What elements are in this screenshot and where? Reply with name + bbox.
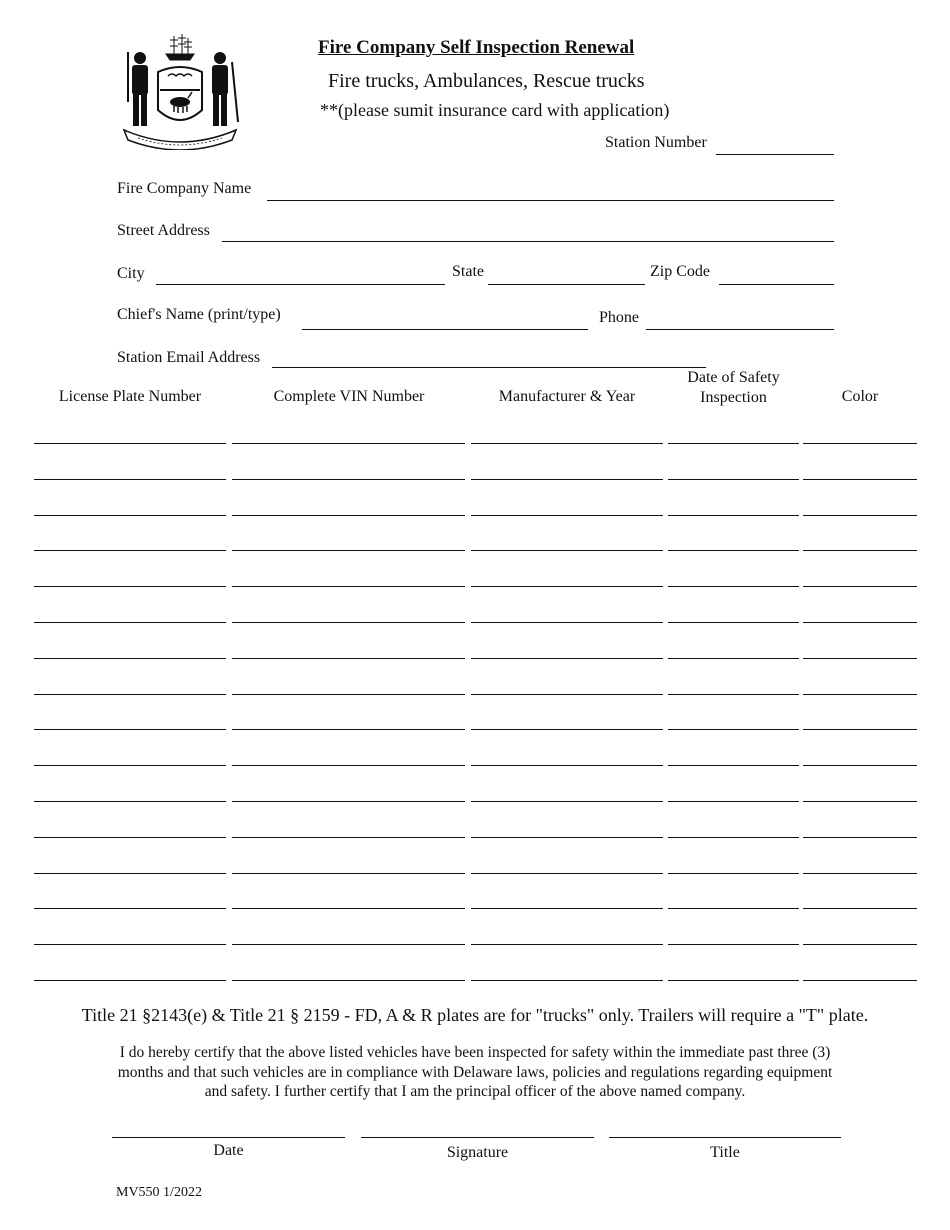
row-field-color[interactable]	[803, 729, 917, 730]
email-field[interactable]	[272, 367, 706, 368]
email-label: Station Email Address	[117, 349, 261, 366]
row-field-vin[interactable]	[232, 837, 465, 838]
state-label: State	[452, 263, 484, 280]
row-field-color[interactable]	[803, 622, 917, 623]
delaware-seal-icon	[118, 32, 242, 150]
row-field-manufacturer-year[interactable]	[471, 837, 663, 838]
row-field-license-plate[interactable]	[34, 622, 226, 623]
row-field-manufacturer-year[interactable]	[471, 694, 663, 695]
row-field-color[interactable]	[803, 980, 917, 981]
row-field-inspection-date[interactable]	[668, 729, 799, 730]
row-field-inspection-date[interactable]	[668, 908, 799, 909]
row-field-vin[interactable]	[232, 479, 465, 480]
row-field-vin[interactable]	[232, 765, 465, 766]
row-field-inspection-date[interactable]	[668, 586, 799, 587]
column-header-vin: Complete VIN Number	[273, 388, 425, 405]
row-field-inspection-date[interactable]	[668, 980, 799, 981]
title-signature-line[interactable]	[609, 1137, 841, 1138]
row-field-color[interactable]	[803, 658, 917, 659]
row-field-inspection-date[interactable]	[668, 694, 799, 695]
row-field-license-plate[interactable]	[34, 801, 226, 802]
row-field-license-plate[interactable]	[34, 944, 226, 945]
row-field-manufacturer-year[interactable]	[471, 586, 663, 587]
row-field-manufacturer-year[interactable]	[471, 873, 663, 874]
row-field-license-plate[interactable]	[34, 980, 226, 981]
row-field-inspection-date[interactable]	[668, 479, 799, 480]
row-field-vin[interactable]	[232, 729, 465, 730]
inspection-date-line-2: Inspection	[700, 389, 767, 406]
row-field-color[interactable]	[803, 694, 917, 695]
row-field-license-plate[interactable]	[34, 694, 226, 695]
row-field-vin[interactable]	[232, 944, 465, 945]
row-field-vin[interactable]	[232, 694, 465, 695]
street-address-label: Street Address	[117, 222, 210, 239]
plates-note: Title 21 §2143(e) & Title 21 § 2159 - FD, A & R plates are for "trucks" only. Trailers will require a "T" plate.	[81, 1005, 869, 1025]
row-field-vin[interactable]	[232, 443, 465, 444]
row-field-color[interactable]	[803, 479, 917, 480]
row-field-color[interactable]	[803, 837, 917, 838]
form-number: MV550 1/2022	[116, 1185, 202, 1200]
row-field-color[interactable]	[803, 443, 917, 444]
zip-field[interactable]	[719, 284, 834, 285]
row-field-license-plate[interactable]	[34, 837, 226, 838]
row-field-vin[interactable]	[232, 550, 465, 551]
column-header-license-plate: License Plate Number	[58, 388, 202, 405]
row-field-inspection-date[interactable]	[668, 801, 799, 802]
signature-line[interactable]	[361, 1137, 594, 1138]
city-field[interactable]	[156, 284, 445, 285]
form-title: Fire Company Self Inspection Renewal	[318, 37, 635, 58]
row-field-license-plate[interactable]	[34, 765, 226, 766]
signature-label: Signature	[446, 1144, 509, 1161]
station-number-field[interactable]	[716, 154, 834, 155]
date-label: Date	[213, 1142, 244, 1159]
row-field-manufacturer-year[interactable]	[471, 801, 663, 802]
title-label: Title	[710, 1144, 740, 1161]
company-name-label: Fire Company Name	[117, 180, 252, 197]
row-field-color[interactable]	[803, 765, 917, 766]
row-field-color[interactable]	[803, 908, 917, 909]
row-field-license-plate[interactable]	[34, 515, 226, 516]
row-field-inspection-date[interactable]	[668, 873, 799, 874]
row-field-manufacturer-year[interactable]	[471, 908, 663, 909]
date-signature-line[interactable]	[112, 1137, 345, 1138]
column-header-inspection-date	[668, 368, 799, 408]
insurance-note: **(please sumit insurance card with application)	[320, 100, 670, 120]
zip-label: Zip Code	[650, 263, 710, 280]
row-field-color[interactable]	[803, 515, 917, 516]
row-field-inspection-date[interactable]	[668, 622, 799, 623]
inspection-date-line-1: Date of Safety	[687, 369, 780, 386]
row-field-license-plate[interactable]	[34, 658, 226, 659]
row-field-manufacturer-year[interactable]	[471, 443, 663, 444]
row-field-vin[interactable]	[232, 515, 465, 516]
row-field-vin[interactable]	[232, 980, 465, 981]
row-field-manufacturer-year[interactable]	[471, 622, 663, 623]
certification-statement: I do hereby certify that the above listed vehicles have been inspected for safety within the immediate past three (3) months and that such vehicles are in compliance with Delaware laws, policies and regulations regarding equipment and safety. I further certify that I am the principal officer of the above named company.	[117, 1044, 833, 1100]
phone-field[interactable]	[646, 329, 834, 330]
row-field-manufacturer-year[interactable]	[471, 765, 663, 766]
row-field-manufacturer-year[interactable]	[471, 980, 663, 981]
row-field-inspection-date[interactable]	[668, 515, 799, 516]
row-field-vin[interactable]	[232, 658, 465, 659]
chief-name-field[interactable]	[302, 329, 588, 330]
row-field-vin[interactable]	[232, 801, 465, 802]
row-field-vin[interactable]	[232, 622, 465, 623]
row-field-license-plate[interactable]	[34, 586, 226, 587]
row-field-vin[interactable]	[232, 873, 465, 874]
station-number-label: Station Number	[605, 134, 707, 151]
row-field-license-plate[interactable]	[34, 873, 226, 874]
column-header-manufacturer-year: Manufacturer & Year	[498, 388, 636, 405]
row-field-color[interactable]	[803, 944, 917, 945]
row-field-manufacturer-year[interactable]	[471, 658, 663, 659]
row-field-inspection-date[interactable]	[668, 944, 799, 945]
row-field-inspection-date[interactable]	[668, 443, 799, 444]
row-field-color[interactable]	[803, 550, 917, 551]
row-field-manufacturer-year[interactable]	[471, 550, 663, 551]
row-field-inspection-date[interactable]	[668, 550, 799, 551]
row-field-manufacturer-year[interactable]	[471, 944, 663, 945]
row-field-inspection-date[interactable]	[668, 837, 799, 838]
street-address-field[interactable]	[222, 241, 834, 242]
row-field-inspection-date[interactable]	[668, 765, 799, 766]
column-header-color: Color	[841, 388, 879, 405]
company-name-field[interactable]	[267, 200, 834, 201]
row-field-manufacturer-year[interactable]	[471, 479, 663, 480]
row-field-vin[interactable]	[232, 586, 465, 587]
row-field-inspection-date[interactable]	[668, 658, 799, 659]
form-subtitle: Fire trucks, Ambulances, Rescue trucks	[328, 70, 645, 92]
row-field-color[interactable]	[803, 873, 917, 874]
row-field-license-plate[interactable]	[34, 908, 226, 909]
row-field-license-plate[interactable]	[34, 729, 226, 730]
state-field[interactable]	[488, 284, 645, 285]
city-label: City	[117, 265, 145, 282]
row-field-manufacturer-year[interactable]	[471, 729, 663, 730]
phone-label: Phone	[599, 309, 639, 326]
row-field-color[interactable]	[803, 586, 917, 587]
row-field-license-plate[interactable]	[34, 479, 226, 480]
row-field-license-plate[interactable]	[34, 443, 226, 444]
row-field-color[interactable]	[803, 801, 917, 802]
row-field-vin[interactable]	[232, 908, 465, 909]
chief-name-label: Chief's Name (print/type)	[117, 306, 281, 323]
row-field-license-plate[interactable]	[34, 550, 226, 551]
row-field-manufacturer-year[interactable]	[471, 515, 663, 516]
